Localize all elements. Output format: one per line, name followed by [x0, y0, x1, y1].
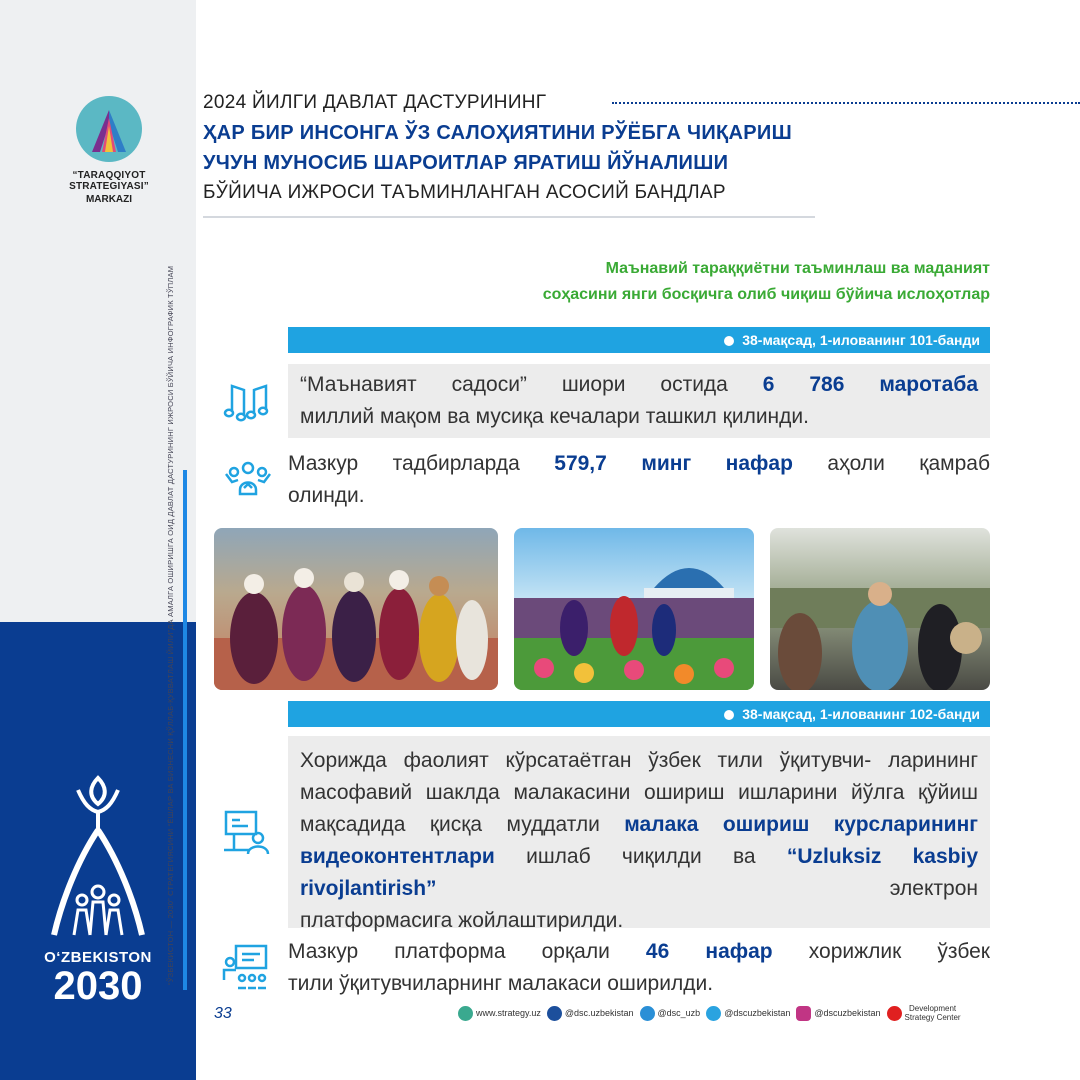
- s1-p2-highlight: 579,7 минг нафар: [554, 452, 793, 475]
- presentation-board-icon: [220, 940, 272, 992]
- section-1-paragraph-1: [300, 369, 978, 433]
- s1-p1-text-b: миллий мақом ва мусиқа кечалари ташкил қилинди.: [300, 405, 809, 428]
- s2-p1-line-5b: электрон: [436, 877, 978, 900]
- globe-icon: [458, 1006, 473, 1021]
- section-2-paragraph-2: [288, 936, 990, 1000]
- telegram-icon: [706, 1006, 721, 1021]
- footer-instagram[interactable]: [796, 1006, 880, 1021]
- s2-p1-highlight-2: ошириш курсларининг видеоконтентлари: [300, 813, 978, 868]
- youtube-icon: [887, 1006, 902, 1021]
- dsc-line-2: Strategy Center: [904, 1013, 961, 1022]
- facebook-icon: [547, 1006, 562, 1021]
- bullet-dot-icon: [724, 336, 734, 346]
- footer-social-links: [458, 1004, 961, 1022]
- s2-p1-highlight-1: малака: [624, 813, 699, 836]
- header-line-4: БЎЙИЧА ИЖРОСИ ТАЪМИНЛАНГАН АСОСИЙ БАНДЛАР: [203, 182, 726, 203]
- logo-name: “TARAQQIYOT STRATEGIYASI”: [69, 170, 149, 192]
- s1-p2-text-b: аҳоли қамраб: [792, 452, 991, 475]
- s2-p1-line-3a: ишларини йўлга қўйиш мақсадида қисқа муддатли: [300, 781, 978, 836]
- section-2-bar: [288, 701, 990, 727]
- section-1-paragraph-2: [288, 448, 990, 512]
- section-2-paragraph-1: [300, 745, 978, 937]
- telegram-label: @dscuzbekistan: [724, 1008, 791, 1018]
- s2-p2-text-c: тили ўқитувчиларнинг малакаси оширилди.: [288, 972, 714, 995]
- instagram-icon: [796, 1006, 811, 1021]
- footer-facebook[interactable]: [547, 1006, 634, 1021]
- s2-p2-highlight: 46 нафар: [645, 940, 773, 963]
- twitter-icon: [640, 1006, 655, 1021]
- sidebar-vertical-text: “ЎЗБЕКИСТОН — 2030” СТРАТЕГИЯСИНИ “ЁШЛАР ВА БИЗНЕСНИ ҚЎЛЛАБ-ҚУВВАТЛАШ ЙИЛИ”ДА АМАЛГА ОШИРИШГА ОИД ДАВЛАТ ДАСТУРИНИНГ ИЖРОСИ БЎЙИЧА ИНФОГРАФИК ТЎПЛАМ: [166, 265, 175, 985]
- s2-p1-line-1: Хорижда фаолият кўрсатаётган ўзбек тили ўқитувчи-: [300, 749, 872, 772]
- s2-p2-text-a: Мазкур платформа орқали: [288, 940, 646, 963]
- subtitle-line-1: Маънавий тараққиётни таъминлаш ва маданият: [605, 260, 990, 277]
- tent-logo-icon: [76, 96, 142, 162]
- online-teacher-icon: [220, 806, 272, 858]
- sidebar-stripe: [183, 470, 187, 990]
- s1-p2-text-a: Мазкур тадбирларда: [288, 452, 555, 475]
- strategy-center-logo: [44, 96, 174, 205]
- twitter-label: @dsc_uzb: [657, 1008, 701, 1018]
- website-label: www.strategy.uz: [476, 1008, 541, 1018]
- page-number: 33: [214, 1005, 232, 1022]
- dsc-label: [905, 1004, 961, 1022]
- bullet-dot-icon: [724, 710, 734, 720]
- year-2030-label: 2030: [53, 964, 143, 1008]
- header-line-2: ҲАР БИР ИНСОНГА ЎЗ САЛОҲИЯТИНИ РЎЁБГА ЧИҚАРИШ: [203, 122, 792, 144]
- s2-p1-line-4b: ишлаб: [494, 845, 591, 868]
- facebook-label: @dsc.uzbekistan: [564, 1008, 634, 1018]
- s1-p1-highlight: 6 786 маротаба: [762, 373, 978, 396]
- s2-p1-line-2: ларининг масофавий шаклда малакасини ошириш: [300, 749, 978, 804]
- photo-folk-dancers: [214, 528, 498, 690]
- header-line-1: 2024 ЙИЛГИ ДАВЛАТ ДАСТУРИНИНГ: [203, 92, 547, 113]
- section-1-bar-label: 38-мақсад, 1-илованинг 101-банди: [742, 332, 980, 348]
- music-notes-icon: [220, 376, 272, 428]
- section-1-bar: [288, 327, 990, 353]
- uzbekistan-2030-logo: [28, 770, 168, 1006]
- header-rule: [203, 216, 815, 218]
- photo-dancing-crowd: [770, 528, 990, 690]
- section-subtitle: [543, 256, 990, 308]
- humo-bird-icon: [38, 770, 158, 940]
- header-dotted-rule: [612, 102, 1080, 104]
- footer-youtube[interactable]: [887, 1004, 961, 1022]
- footer-twitter[interactable]: [640, 1006, 701, 1021]
- s2-p1-line-6: платформасига жойлаштирилди.: [300, 909, 624, 932]
- s2-p2-text-b: хорижлик ўзбек: [772, 940, 990, 963]
- uzbekistan-label: O‘ZBEKISTON: [44, 949, 152, 966]
- logo-subname: MARKAZI: [85, 194, 133, 205]
- subtitle-line-2: соҳасини янги босқичга олиб чиқиш бўйича ислоҳотлар: [542, 286, 990, 303]
- audience-people-icon: [222, 454, 274, 506]
- footer-website[interactable]: [458, 1006, 541, 1021]
- photo-festival-stage: [514, 528, 754, 690]
- s2-p1-line-5a: чиқилди ва: [621, 845, 787, 868]
- section-2-bar-label: 38-мақсад, 1-илованинг 102-банди: [742, 706, 980, 722]
- s1-p2-text-c: олинди.: [288, 484, 365, 507]
- instagram-label: @dscuzbekistan: [814, 1008, 881, 1018]
- dsc-line-1: Development: [908, 1004, 957, 1013]
- s2-p1-highlight-3: “Uzluksiz kasbiy rivojlantirish”: [300, 845, 978, 900]
- header-line-3: УЧУН МУНОСИБ ШАРОИТЛАР ЯРАТИШ ЙЎНАЛИШИ: [203, 152, 729, 174]
- s1-p1-text-a: “Маънавият садоси” шиори остида: [300, 373, 763, 396]
- footer-telegram[interactable]: [706, 1006, 790, 1021]
